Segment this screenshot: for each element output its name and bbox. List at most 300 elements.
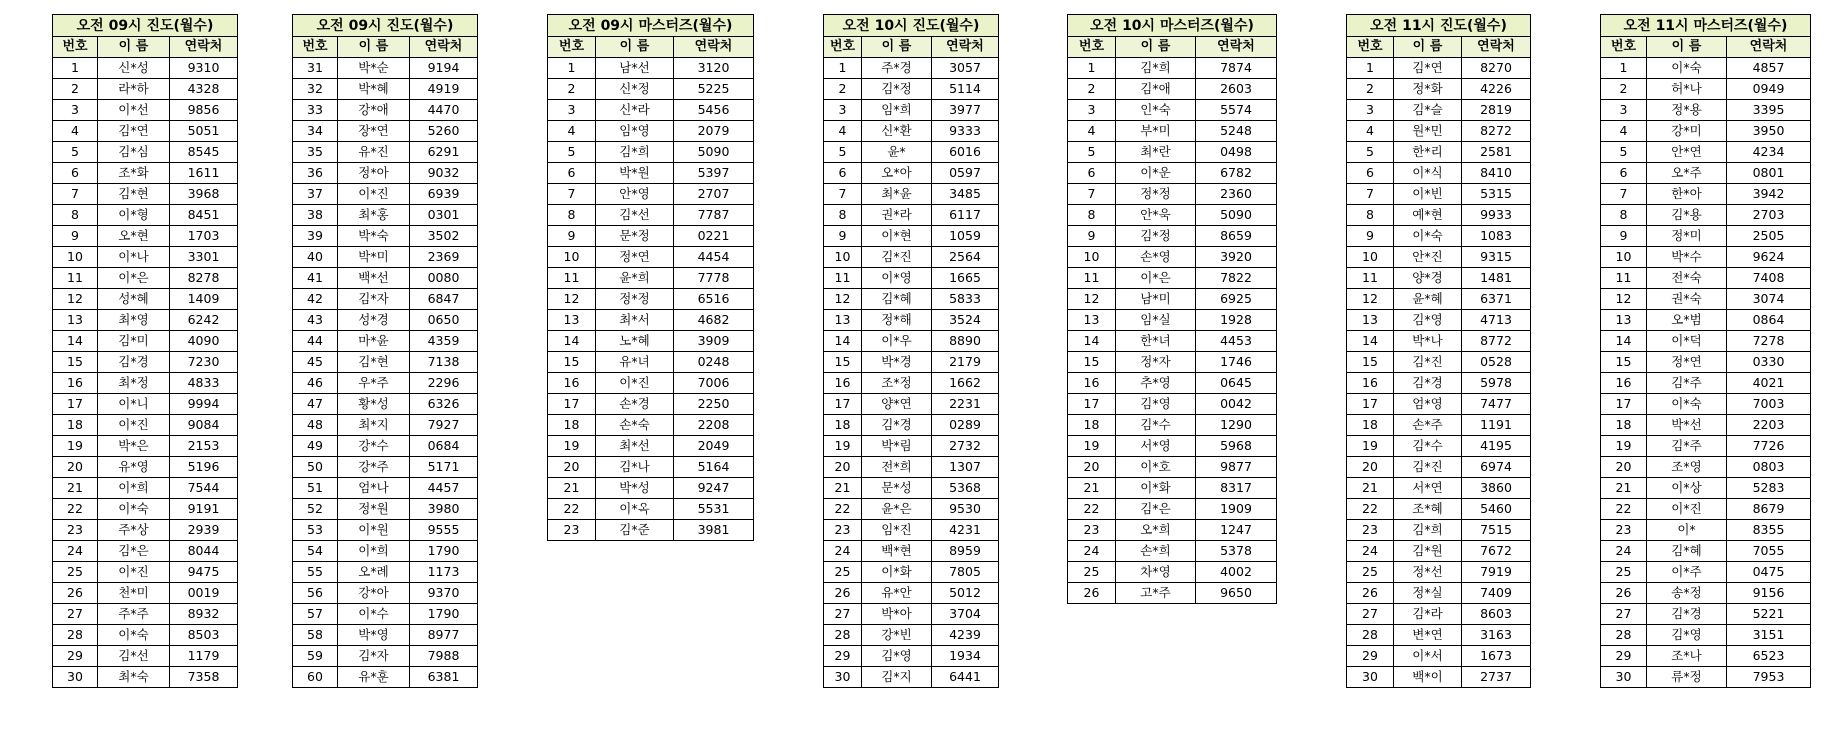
- member-name: 최*홍: [338, 205, 410, 226]
- table-row: [824, 310, 999, 331]
- row-number: 33: [293, 100, 338, 121]
- row-number: 2: [1068, 79, 1116, 100]
- row-number: 20: [1347, 457, 1394, 478]
- roster-table: [1067, 14, 1277, 604]
- row-number: 9: [1068, 226, 1116, 247]
- row-number: 31: [293, 58, 338, 79]
- phone-last4: 8772: [1462, 331, 1531, 352]
- table-row: [293, 541, 478, 562]
- phone-last4: 6523: [1727, 646, 1811, 667]
- roster-table: [52, 14, 238, 688]
- phone-last4: 6326: [410, 394, 478, 415]
- member-name: 김*용: [1647, 205, 1727, 226]
- row-number: 19: [53, 436, 98, 457]
- table-row: [1601, 646, 1811, 667]
- row-number: 42: [293, 289, 338, 310]
- phone-last4: 9877: [1196, 457, 1277, 478]
- table-row: [1068, 58, 1277, 79]
- member-name: 조*혜: [1394, 499, 1462, 520]
- table-row: [293, 562, 478, 583]
- member-name: 김*수: [1116, 415, 1196, 436]
- member-name: 강*수: [338, 436, 410, 457]
- phone-last4: 7778: [674, 268, 754, 289]
- row-number: 14: [824, 331, 862, 352]
- roster-table: [292, 14, 478, 688]
- row-number: 45: [293, 352, 338, 373]
- row-number: 12: [1068, 289, 1116, 310]
- member-name: 김*은: [1116, 499, 1196, 520]
- member-name: 문*정: [596, 226, 674, 247]
- member-name: 최*숙: [98, 667, 170, 688]
- phone-last4: 0080: [410, 268, 478, 289]
- table-row: [548, 121, 754, 142]
- phone-last4: 0801: [1727, 163, 1811, 184]
- member-name: 이*호: [1116, 457, 1196, 478]
- header-name: 이 름: [862, 37, 932, 58]
- table-row: [53, 205, 238, 226]
- member-name: 유*녀: [596, 352, 674, 373]
- table-row: [824, 541, 999, 562]
- member-name: 최*정: [98, 373, 170, 394]
- member-name: 엄*영: [1394, 394, 1462, 415]
- member-name: 임*진: [862, 520, 932, 541]
- table-row: [53, 415, 238, 436]
- phone-last4: 3968: [170, 184, 238, 205]
- row-number: 20: [1601, 457, 1647, 478]
- row-number: 5: [548, 142, 596, 163]
- member-name: 안*욱: [1116, 205, 1196, 226]
- member-name: 이*영: [862, 268, 932, 289]
- row-number: 17: [1601, 394, 1647, 415]
- row-number: 26: [1347, 583, 1394, 604]
- member-name: 김*진: [1394, 352, 1462, 373]
- phone-last4: 5196: [170, 457, 238, 478]
- row-number: 27: [1347, 604, 1394, 625]
- phone-last4: 0221: [674, 226, 754, 247]
- phone-last4: 9856: [170, 100, 238, 121]
- table-row: [548, 247, 754, 268]
- phone-last4: 1790: [410, 541, 478, 562]
- member-name: 이*원: [338, 520, 410, 541]
- table-row: [293, 667, 478, 688]
- row-number: 25: [824, 562, 862, 583]
- row-number: 16: [824, 373, 862, 394]
- table-row: [53, 478, 238, 499]
- row-number: 2: [53, 79, 98, 100]
- member-name: 최*서: [596, 310, 674, 331]
- member-name: 오*아: [862, 163, 932, 184]
- table-row: [53, 331, 238, 352]
- member-name: 박*미: [338, 247, 410, 268]
- row-number: 27: [1601, 604, 1647, 625]
- table-row: [824, 415, 999, 436]
- phone-last4: 3485: [932, 184, 999, 205]
- table-row: [824, 373, 999, 394]
- phone-last4: 6847: [410, 289, 478, 310]
- table-row: [53, 457, 238, 478]
- phone-last4: 4857: [1727, 58, 1811, 79]
- member-name: 노*혜: [596, 331, 674, 352]
- phone-last4: 9624: [1727, 247, 1811, 268]
- phone-last4: 2153: [170, 436, 238, 457]
- row-number: 4: [53, 121, 98, 142]
- member-name: 권*라: [862, 205, 932, 226]
- row-number: 6: [53, 163, 98, 184]
- member-name: 최*란: [1116, 142, 1196, 163]
- table-row: [53, 184, 238, 205]
- member-name: 정*실: [1394, 583, 1462, 604]
- table-row: [1068, 268, 1277, 289]
- phone-last4: 6782: [1196, 163, 1277, 184]
- table-row: [1347, 310, 1531, 331]
- row-number: 30: [824, 667, 862, 688]
- table-row: [53, 310, 238, 331]
- phone-last4: 9032: [410, 163, 478, 184]
- row-number: 13: [1347, 310, 1394, 331]
- row-number: 4: [1068, 121, 1116, 142]
- table-row: [293, 457, 478, 478]
- phone-last4: 8659: [1196, 226, 1277, 247]
- table-row: [824, 58, 999, 79]
- member-name: 김*자: [338, 289, 410, 310]
- header-name: 이 름: [1647, 37, 1727, 58]
- phone-last4: 0528: [1462, 352, 1531, 373]
- row-number: 13: [824, 310, 862, 331]
- spreadsheet-page: [0, 14, 1836, 734]
- member-name: 오*범: [1647, 310, 1727, 331]
- table-row: [1068, 541, 1277, 562]
- row-number: 15: [1601, 352, 1647, 373]
- row-number: 3: [1601, 100, 1647, 121]
- row-number: 25: [1601, 562, 1647, 583]
- row-number: 20: [824, 457, 862, 478]
- row-number: 28: [1601, 625, 1647, 646]
- member-name: 강*빈: [862, 625, 932, 646]
- phone-last4: 4359: [410, 331, 478, 352]
- phone-last4: 2703: [1727, 205, 1811, 226]
- phone-last4: 9650: [1196, 583, 1277, 604]
- row-number: 7: [53, 184, 98, 205]
- row-number: 6: [1068, 163, 1116, 184]
- member-name: 김*경: [1647, 604, 1727, 625]
- row-number: 40: [293, 247, 338, 268]
- row-number: 60: [293, 667, 338, 688]
- member-name: 김*영: [1116, 394, 1196, 415]
- member-name: 이*진: [98, 415, 170, 436]
- row-number: 24: [824, 541, 862, 562]
- member-name: 박*아: [862, 604, 932, 625]
- row-number: 26: [1068, 583, 1116, 604]
- phone-last4: 2939: [170, 520, 238, 541]
- phone-last4: 3977: [932, 100, 999, 121]
- row-number: 2: [548, 79, 596, 100]
- phone-last4: 2250: [674, 394, 754, 415]
- member-name: 김*연: [98, 121, 170, 142]
- row-number: 59: [293, 646, 338, 667]
- member-name: 이*진: [98, 562, 170, 583]
- row-number: 50: [293, 457, 338, 478]
- phone-last4: 1173: [410, 562, 478, 583]
- table-row: [293, 226, 478, 247]
- row-number: 17: [1347, 394, 1394, 415]
- member-name: 정*정: [596, 289, 674, 310]
- table-row: [824, 478, 999, 499]
- row-number: 8: [1068, 205, 1116, 226]
- member-name: 김*진: [1394, 457, 1462, 478]
- phone-last4: 3980: [410, 499, 478, 520]
- phone-last4: 8355: [1727, 520, 1811, 541]
- member-name: 김*라: [1394, 604, 1462, 625]
- phone-last4: 6242: [170, 310, 238, 331]
- table-row: [824, 625, 999, 646]
- phone-last4: 9933: [1462, 205, 1531, 226]
- header-number: 번호: [1068, 37, 1116, 58]
- table-row: [824, 142, 999, 163]
- row-number: 3: [548, 100, 596, 121]
- phone-last4: 5978: [1462, 373, 1531, 394]
- member-name: 이*진: [338, 184, 410, 205]
- member-name: 김*애: [1116, 79, 1196, 100]
- member-name: 이*숙: [1647, 394, 1727, 415]
- table-row: [1601, 352, 1811, 373]
- row-number: 23: [548, 520, 596, 541]
- member-name: 김*은: [98, 541, 170, 562]
- table-row: [1068, 457, 1277, 478]
- row-number: 19: [824, 436, 862, 457]
- phone-last4: 7953: [1727, 667, 1811, 688]
- table-row: [1347, 226, 1531, 247]
- table-row: [53, 583, 238, 604]
- row-number: 22: [548, 499, 596, 520]
- table-row: [1347, 499, 1531, 520]
- member-name: 윤*희: [596, 268, 674, 289]
- phone-last4: 0803: [1727, 457, 1811, 478]
- table-row: [53, 604, 238, 625]
- member-name: 김*선: [596, 205, 674, 226]
- row-number: 9: [53, 226, 98, 247]
- table-row: [1068, 478, 1277, 499]
- member-name: 이*나: [98, 247, 170, 268]
- table-row: [824, 604, 999, 625]
- table-row: [293, 436, 478, 457]
- member-name: 이*숙: [1394, 226, 1462, 247]
- member-name: 박*원: [596, 163, 674, 184]
- table-row: [1347, 142, 1531, 163]
- table-row: [1068, 415, 1277, 436]
- phone-last4: 7358: [170, 667, 238, 688]
- table-row: [53, 79, 238, 100]
- member-name: 김*혜: [1647, 541, 1727, 562]
- phone-last4: 2505: [1727, 226, 1811, 247]
- member-name: 김*자: [338, 646, 410, 667]
- member-name: 김*희: [596, 142, 674, 163]
- row-number: 2: [1347, 79, 1394, 100]
- row-number: 12: [824, 289, 862, 310]
- header-contact: 연락처: [1462, 37, 1531, 58]
- header-name: 이 름: [1116, 37, 1196, 58]
- row-number: 3: [1347, 100, 1394, 121]
- row-number: 18: [1068, 415, 1116, 436]
- header-number: 번호: [824, 37, 862, 58]
- table-row: [1347, 394, 1531, 415]
- phone-last4: 0289: [932, 415, 999, 436]
- phone-last4: 5012: [932, 583, 999, 604]
- row-number: 37: [293, 184, 338, 205]
- member-name: 정*연: [596, 247, 674, 268]
- table-row: [548, 289, 754, 310]
- row-number: 18: [824, 415, 862, 436]
- row-number: 35: [293, 142, 338, 163]
- table-row: [1601, 562, 1811, 583]
- member-name: 이*진: [596, 373, 674, 394]
- header-name: 이 름: [338, 37, 410, 58]
- table-row: [548, 163, 754, 184]
- table-row: [293, 142, 478, 163]
- member-name: 이*상: [1647, 478, 1727, 499]
- member-name: 주*주: [98, 604, 170, 625]
- phone-last4: 7919: [1462, 562, 1531, 583]
- table-row: [53, 142, 238, 163]
- phone-last4: 8270: [1462, 58, 1531, 79]
- table-row: [1601, 625, 1811, 646]
- member-name: 이*니: [98, 394, 170, 415]
- table-row: [293, 394, 478, 415]
- member-name: 오*례: [338, 562, 410, 583]
- phone-last4: 9084: [170, 415, 238, 436]
- header-number: 번호: [293, 37, 338, 58]
- phone-last4: 1179: [170, 646, 238, 667]
- member-name: 주*상: [98, 520, 170, 541]
- table-row: [548, 79, 754, 100]
- phone-last4: 0019: [170, 583, 238, 604]
- phone-last4: 2296: [410, 373, 478, 394]
- row-number: 43: [293, 310, 338, 331]
- phone-last4: 8932: [170, 604, 238, 625]
- member-name: 이*식: [1394, 163, 1462, 184]
- phone-last4: 7822: [1196, 268, 1277, 289]
- table-row: [293, 121, 478, 142]
- phone-last4: 2581: [1462, 142, 1531, 163]
- phone-last4: 2819: [1462, 100, 1531, 121]
- member-name: 김*심: [98, 142, 170, 163]
- table-row: [1601, 79, 1811, 100]
- table-row: [824, 667, 999, 688]
- phone-last4: 2707: [674, 184, 754, 205]
- member-name: 이*진: [1647, 499, 1727, 520]
- phone-last4: 7477: [1462, 394, 1531, 415]
- table-row: [293, 79, 478, 100]
- table-row: [293, 100, 478, 121]
- table-row: [548, 268, 754, 289]
- row-number: 15: [53, 352, 98, 373]
- phone-last4: 5051: [170, 121, 238, 142]
- table-row: [53, 541, 238, 562]
- row-number: 19: [1601, 436, 1647, 457]
- phone-last4: 7787: [674, 205, 754, 226]
- header-name: 이 름: [1394, 37, 1462, 58]
- phone-last4: 8890: [932, 331, 999, 352]
- row-number: 4: [824, 121, 862, 142]
- table-row: [1601, 583, 1811, 604]
- table-row: [293, 625, 478, 646]
- row-number: 28: [824, 625, 862, 646]
- member-name: 마*윤: [338, 331, 410, 352]
- table-row: [1601, 163, 1811, 184]
- row-number: 29: [1347, 646, 1394, 667]
- row-number: 13: [53, 310, 98, 331]
- member-name: 정*연: [1647, 352, 1727, 373]
- member-name: 유*훈: [338, 667, 410, 688]
- table-row: [1068, 310, 1277, 331]
- phone-last4: 3981: [674, 520, 754, 541]
- row-number: 29: [53, 646, 98, 667]
- row-number: 17: [1068, 394, 1116, 415]
- row-number: 25: [1347, 562, 1394, 583]
- row-number: 56: [293, 583, 338, 604]
- table-row: [548, 520, 754, 541]
- table-row: [1347, 268, 1531, 289]
- table-row: [1347, 289, 1531, 310]
- row-number: 22: [1347, 499, 1394, 520]
- row-number: 14: [1068, 331, 1116, 352]
- phone-last4: 3120: [674, 58, 754, 79]
- phone-last4: 5225: [674, 79, 754, 100]
- row-number: 15: [548, 352, 596, 373]
- member-name: 정*미: [1647, 226, 1727, 247]
- phone-last4: 7672: [1462, 541, 1531, 562]
- member-name: 박*은: [98, 436, 170, 457]
- table-row: [824, 646, 999, 667]
- table-row: [824, 100, 999, 121]
- row-number: 23: [1347, 520, 1394, 541]
- phone-last4: 2049: [674, 436, 754, 457]
- member-name: 김*주: [1647, 373, 1727, 394]
- phone-last4: 1662: [932, 373, 999, 394]
- table-row: [824, 226, 999, 247]
- table-row: [1347, 457, 1531, 478]
- row-number: 16: [548, 373, 596, 394]
- row-number: 11: [824, 268, 862, 289]
- row-number: 23: [1068, 520, 1116, 541]
- table-row: [1601, 415, 1811, 436]
- member-name: 윤*: [862, 142, 932, 163]
- phone-last4: 5248: [1196, 121, 1277, 142]
- member-name: 오*주: [1647, 163, 1727, 184]
- table-row: [293, 58, 478, 79]
- phone-last4: 3524: [932, 310, 999, 331]
- table-title: 오전 11시 진도(월수): [1347, 15, 1531, 37]
- row-number: 13: [1601, 310, 1647, 331]
- header-name: 이 름: [596, 37, 674, 58]
- table-row: [1068, 331, 1277, 352]
- row-number: 6: [1347, 163, 1394, 184]
- phone-last4: 3942: [1727, 184, 1811, 205]
- member-name: 예*현: [1394, 205, 1462, 226]
- member-name: 추*영: [1116, 373, 1196, 394]
- phone-last4: 0248: [674, 352, 754, 373]
- row-number: 3: [1068, 100, 1116, 121]
- table-row: [824, 331, 999, 352]
- row-number: 7: [824, 184, 862, 205]
- row-number: 10: [1068, 247, 1116, 268]
- member-name: 손*숙: [596, 415, 674, 436]
- phone-last4: 7927: [410, 415, 478, 436]
- phone-last4: 2732: [932, 436, 999, 457]
- row-number: 11: [53, 268, 98, 289]
- table-row: [1068, 373, 1277, 394]
- member-name: 이*은: [1116, 268, 1196, 289]
- row-number: 12: [548, 289, 596, 310]
